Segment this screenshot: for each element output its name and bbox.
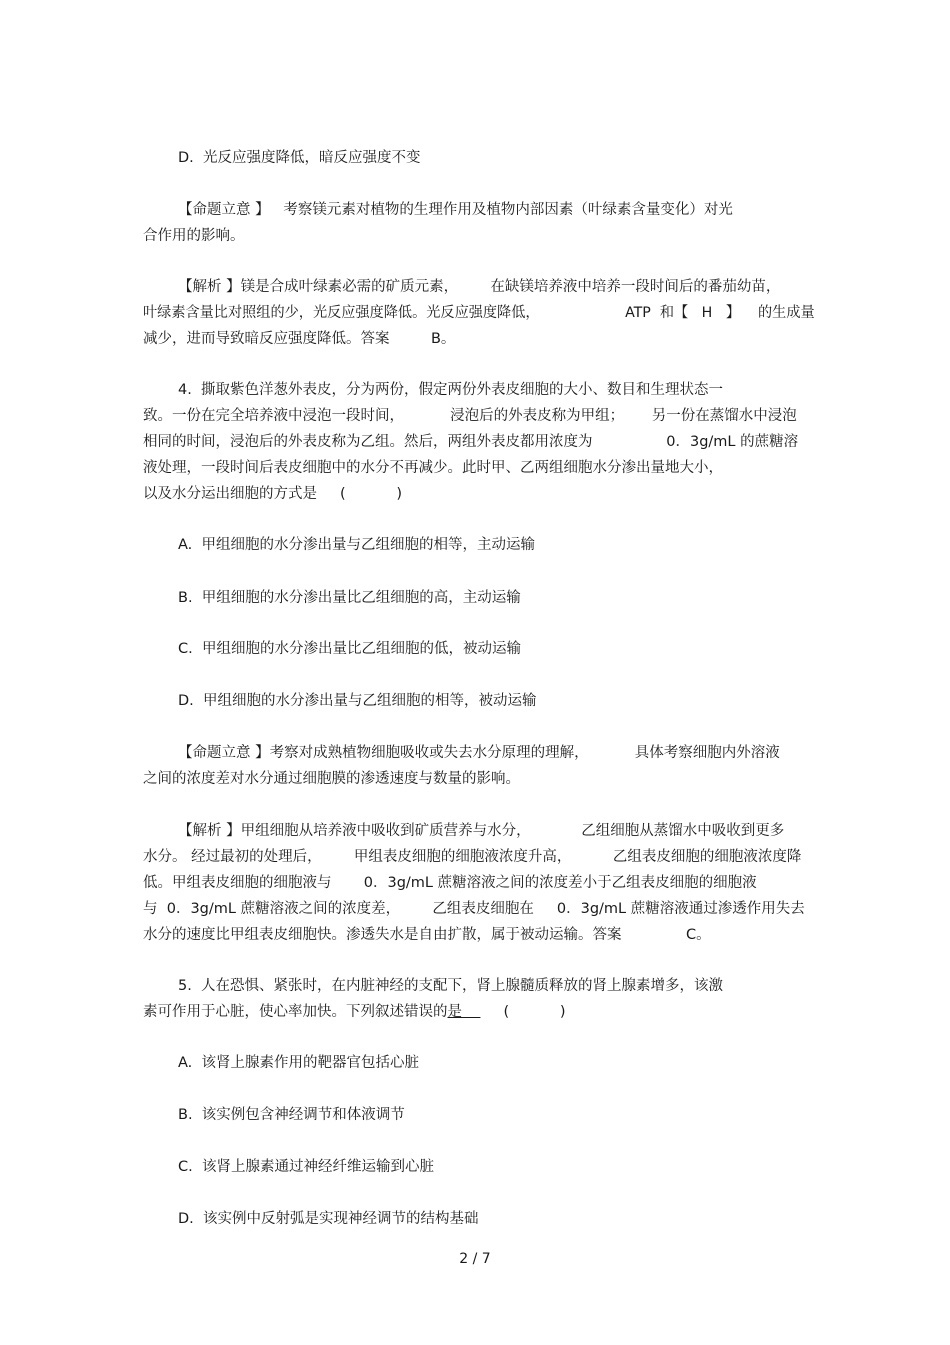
- q4-option-b: B. 甲组细胞的水分渗出量比乙组细胞的高，主动运输: [178, 590, 521, 606]
- q4-option-c: C. 甲组细胞的水分渗出量比乙组细胞的低，被动运输: [178, 641, 521, 657]
- q4-intent-line-2: 之间的浓度差对水分通过细胞膜的渗透速度与数量的影响。: [143, 771, 520, 787]
- q4-option-d: D. 甲组细胞的水分渗出量与乙组细胞的相等，被动运输: [178, 693, 537, 709]
- q5-option-a: A. 该肾上腺素作用的靶器官包括心脏: [178, 1055, 419, 1071]
- q4-analysis-line-5: 水分的速度比甲组表皮细胞快。渗透失水是自由扩散，属于被动运输。答案 C。: [143, 927, 711, 943]
- q5-stem-line-2-text: 素可作用于心脏，使心率加快。下列叙述错误的: [143, 1004, 448, 1020]
- q4-stem-line-1: 4. 撕取紫色洋葱外表皮，分为两份，假定两份外表皮细胞的大小、数目和生理状态一: [178, 382, 724, 398]
- q5-option-d: D. 该实例中反射弧是实现神经调节的结构基础: [178, 1211, 479, 1227]
- q3-analysis-line-2: 叶绿素含量比对照组的少，光反应强度降低。光反应强度降低， ATP 和【 H 】 的生成量: [143, 305, 815, 321]
- q5-stem-underlined-text: 是: [447, 1004, 481, 1020]
- q5-stem-line-2: [143, 1002, 566, 1022]
- q5-stem-answer-blank: ( ): [480, 1004, 566, 1020]
- q4-stem-line-4: 液处理，一段时间后表皮细胞中的水分不再减少。此时甲、乙两组细胞水分渗出量地大小，: [143, 460, 723, 476]
- q5-stem-line-1: 5. 人在恐惧、紧张时，在内脏神经的支配下，肾上腺髓质释放的肾上腺素增多，该激: [178, 978, 724, 994]
- q4-stem-line-3: 相同的时间，浸泡后的外表皮称为乙组。然后，两组外表皮都用浓度为 0．3g/mL 的蔗糖溶: [143, 434, 799, 450]
- q5-option-c: C. 该肾上腺素通过神经纤维运输到心脏: [178, 1159, 434, 1175]
- q4-analysis-line-2: 水分。 经过最初的处理后， 甲组表皮细胞的细胞液浓度升高， 乙组表皮细胞的细胞液浓度降: [143, 849, 802, 865]
- q4-analysis-line-4: 与 0．3g/mL 蔗糖溶液之间的浓度差， 乙组表皮细胞在 0．3g/mL 蔗糖溶液通过渗透作用失去: [143, 901, 805, 917]
- q3-intent-line-2: 合作用的影响。: [143, 228, 245, 244]
- q3-intent-line-1: 【命题立意 】 考察镁元素对植物的生理作用及植物内部因素（叶绿素含量变化）对光: [178, 202, 733, 218]
- q4-intent-line-1: 【命题立意 】考察对成熟植物细胞吸收或失去水分原理的理解， 具体考察细胞内外溶液: [178, 745, 780, 761]
- q5-option-b: B. 该实例包含神经调节和体液调节: [178, 1107, 405, 1123]
- q4-analysis-line-3: 低。甲组表皮细胞的细胞液与 0．3g/mL 蔗糖溶液之间的浓度差小于乙组表皮细胞的细胞液: [143, 875, 757, 891]
- q3-analysis-line-3: 减少，进而导致暗反应强度降低。答案 B。: [143, 331, 456, 347]
- q4-stem-line-5: 以及水分运出细胞的方式是 ( ): [143, 486, 403, 502]
- q4-analysis-line-1: 【解析 】甲组细胞从培养液中吸收到矿质营养与水分， 乙组细胞从蒸馏水中吸收到更多: [178, 823, 785, 839]
- q4-stem-line-2: 致。一份在完全培养液中浸泡一段时间， 浸泡后的外表皮称为甲组； 另一份在蒸馏水中浸泡: [143, 408, 797, 424]
- page-number: 2 / 7: [459, 1251, 491, 1267]
- q3-analysis-line-1: 【解析 】镁是合成叶绿素必需的矿质元素， 在缺镁培养液中培养一段时间后的番茄幼苗，: [178, 279, 781, 295]
- q3-option-d: D. 光反应强度降低，暗反应强度不变: [178, 150, 421, 166]
- q4-option-a: A. 甲组细胞的水分渗出量与乙组细胞的相等，主动运输: [178, 537, 535, 553]
